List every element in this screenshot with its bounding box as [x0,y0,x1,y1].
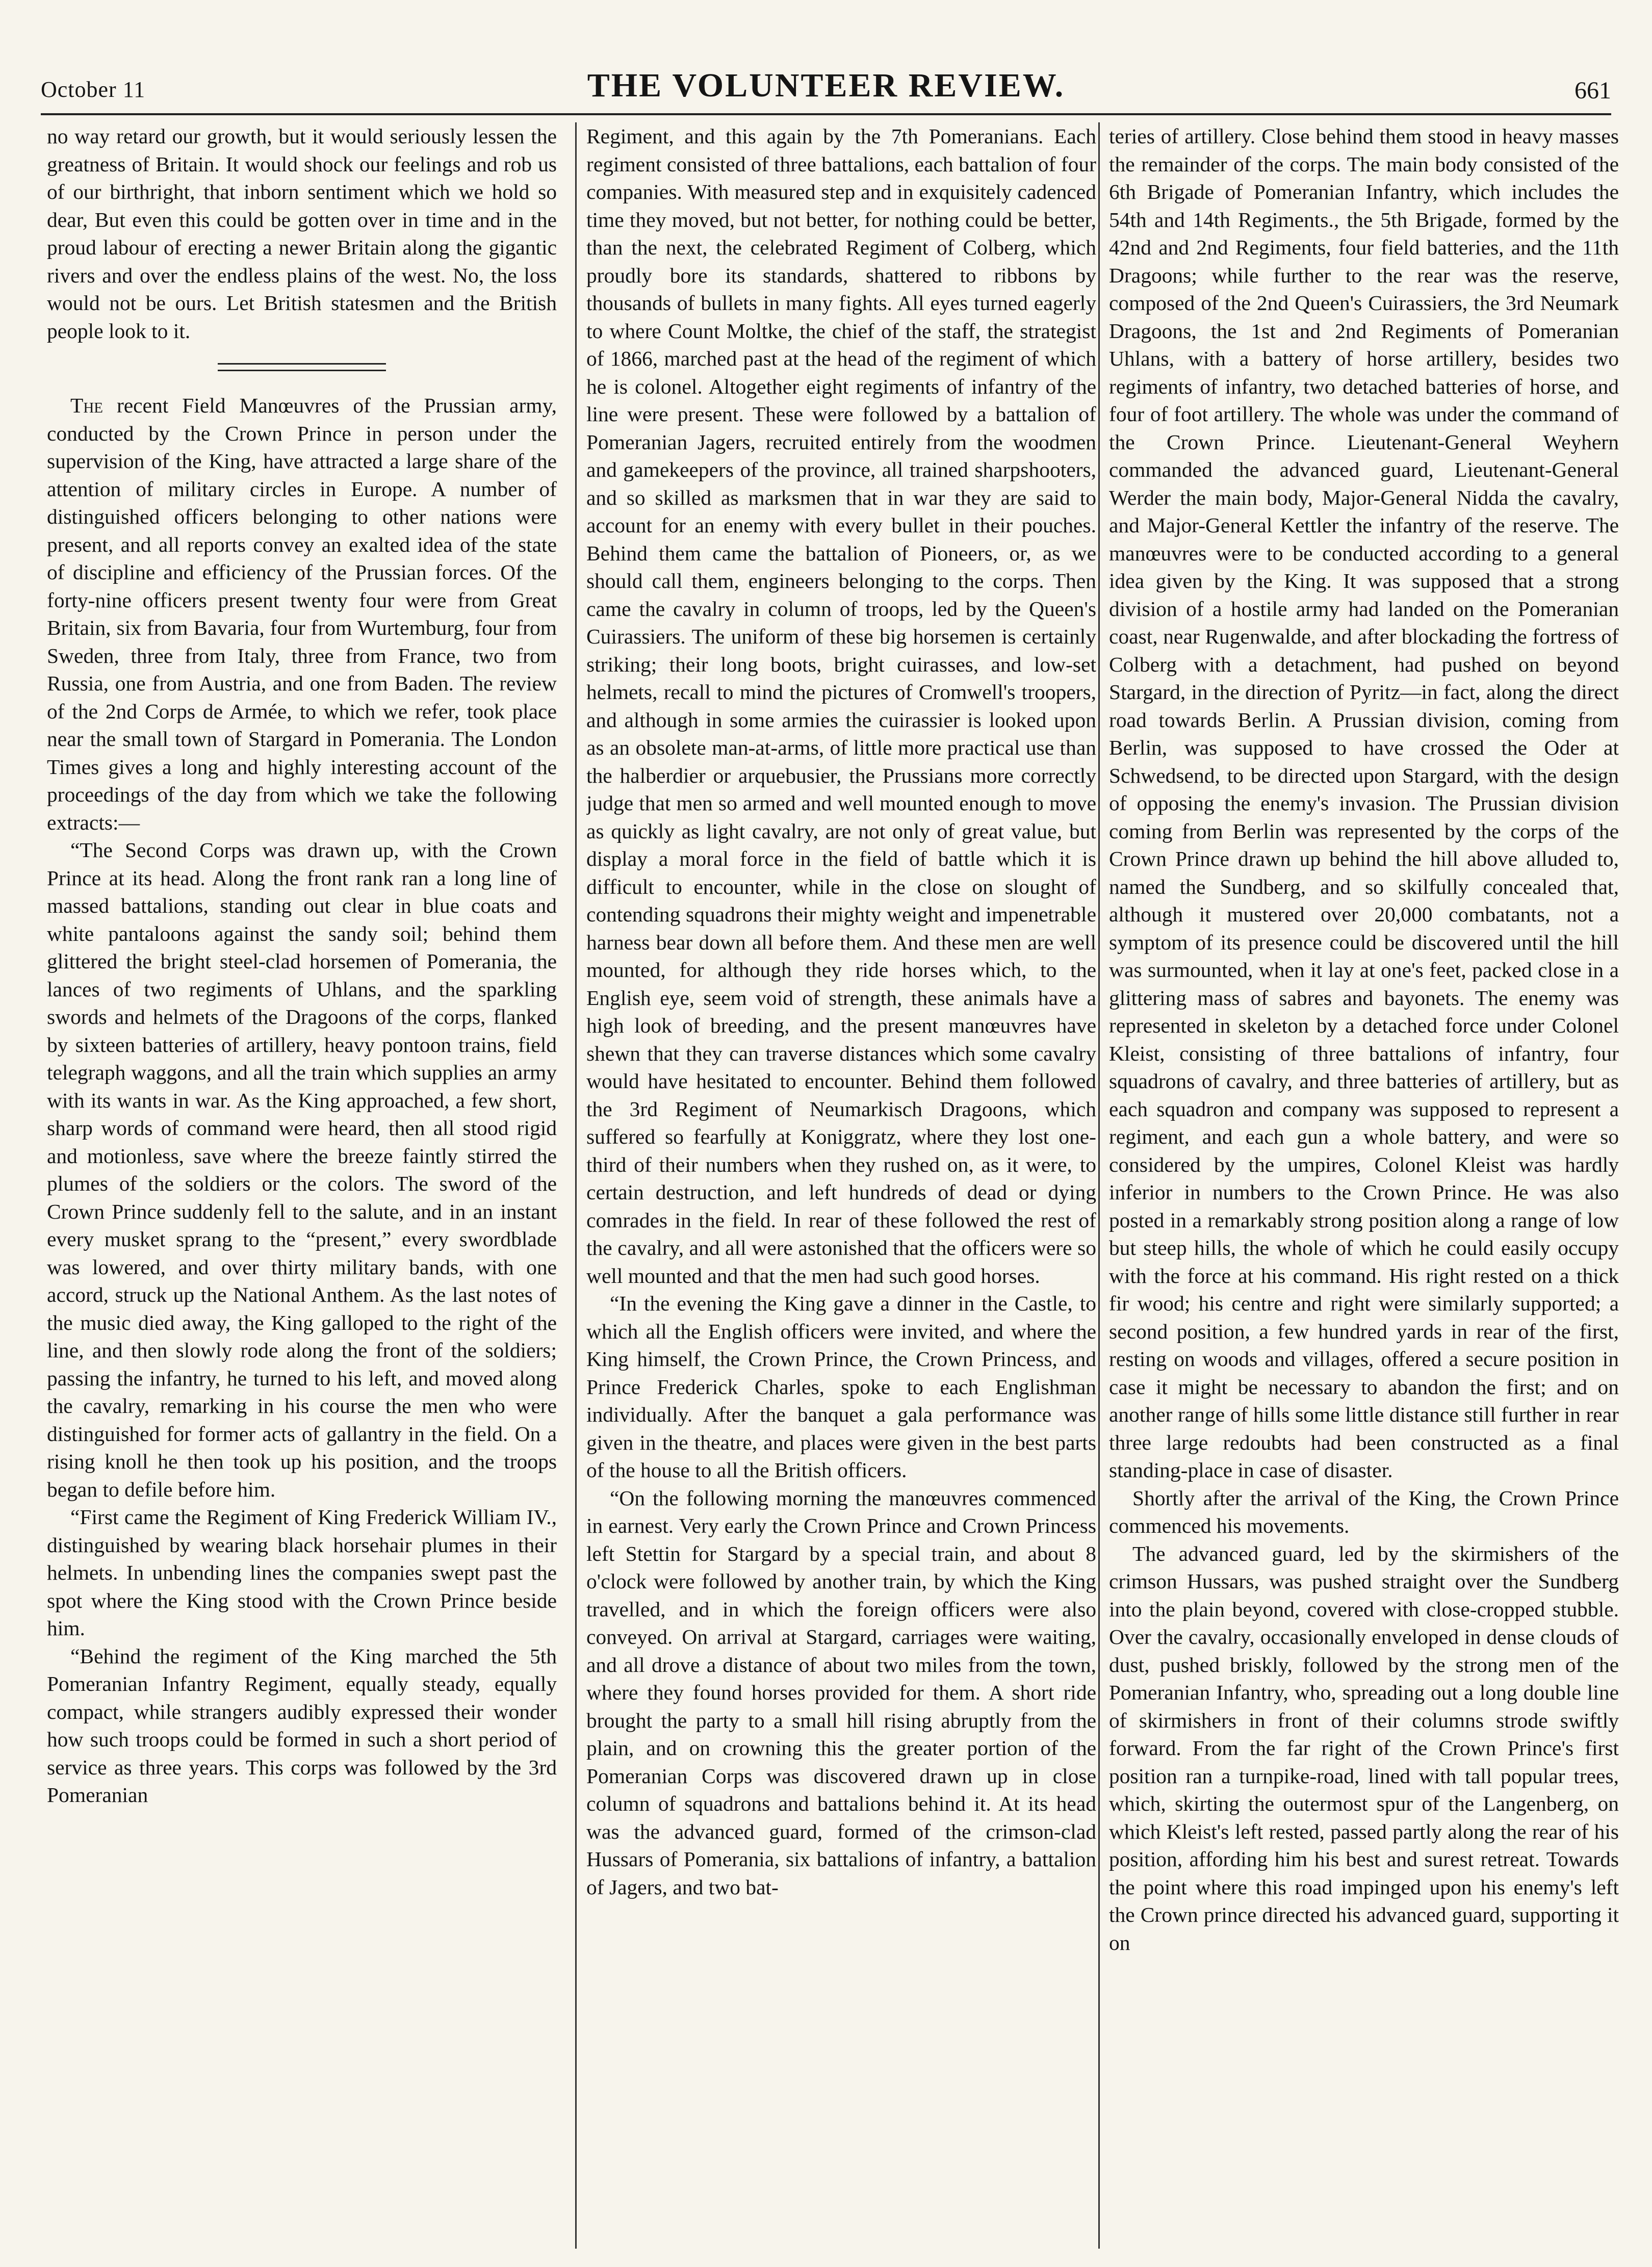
column-2 [586,122,1096,2249]
paragraph-following-morning: “On the following morning the manœuvres commenced in earnest. Very early the Crown Prince and Crown Princess left Stettin for Stargard by a special train, and about 8 o'clock were followed by another train, by which the King travelled, and in which the foreign officers were also conveyed. On arrival at Stargard, carriages were waiting, and all drove a distance of about two miles from the town, where they found horses provided for them. A short ride brought the party to a small hill rising abruptly from the plain, and on crowning this the greater portion of the Pomeranian Corps was discovered drawn up in close column of squadrons and battalions behind it. At its head was the advanced guard, formed of the crimson-clad Hussars of Pomerania, six battalions of infantry, a battalion of Jagers, and two bat- [586,1486,1096,1899]
column-divider [575,122,577,2249]
paragraph-second-corps: “The Second Corps was drawn up, with the Crown Prince at its head. Along the front rank ran a long line of massed battalions, standing out clear in blue coats and white pantaloons against the sandy soil; behind them glittered the bright steel-clad horsemen of Pomerania, the lances of two regiments of Uhlans, and the sparkling swords and helmets of the Dragoons of the corps, flanked by sixteen batteries of artillery, heavy pontoon trains, field telegraph waggons, and all the train which supplies an army with its wants in war. As the King approached, a few short, sharp words of command were heard, then all stood rigid and motionless, save where the breeze faintly stirred the plumes of the soldiers or the colors. The sword of the Crown Prince suddenly fell to the salute, and in an instant every musket sprang to the “present,” every swordblade was lowered, and over thirty military bands, with one accord, struck up the National Anthem. As the last notes of the music died away, the King galloped to the right of the line, and then slowly rode along the front of the soldiers; passing the infantry, he turned to his left, and moved along the cavalry, remarking in his course the men who were distinguished for former acts of gallantry in the field. On a rising knoll he then took up his position, and the troops began to defile before him. [47,838,557,1501]
paragraph-crown-prince-movements: Shortly after the arrival of the King, the Crown Prince commenced his movements. [1109,1486,1619,1537]
paragraph-evening-dinner: “In the evening the King gave a dinner in the Castle, to which all the English officers were invited, and where the King himself, the Crown Prince, the Crown Princess, and Prince Frederick Charles, spoke to each Englishman individually. After the banquet a gala performance was given in the theatre, and places were given in the best parts of the house to all the British officers. [586,1292,1096,1482]
paragraph-continuation: no way retard our growth, but it would seriously lessen the greatness of Britain. It would shock our feelings and rob us of our birthright, that inborn sentiment which we hold so dear, But even this could be gotten over in time and in the proud labour of erecting a newer Britain along the gigantic rivers and over the endless plains of the west. No, the loss would not be ours. Let British statesmen and the British people look to it. [47,124,557,343]
paragraph-regiments-cavalry: Regiment, and this again by the 7th Pomeranians. Each regiment consisted of three battalions, each battalion of four companies. With measured step and in exquisitely cadenced time they moved, but not better, for nothing could be better, than the next, the celebrated Regiment of Colberg, which proudly bore its standards, shattered to ribbons by thousands of bullets in many fights. All eyes turned eagerly to where Count Moltke, the chief of the staff, the strategist of 1866, marched past at the head of the regiment of which he is colonel. Altogether eight regiments of infantry of the line were present. These were followed by a battalion of Pomeranian Jagers, recruited entirely from the woodmen and gamekeepers of the province, all trained sharpshooters, and so skilled as marksmen that in war they are said to account for an enemy with every bullet in their pouches. Behind them came the battalion of Pioneers, or, as we should call them, engineers belonging to the corps. Then came the cavalry in column of troops, led by the Queen's Cuirassiers. The uniform of these big horsemen is certainly striking; their long boots, bright cuirasses, and low-set helmets, recall to mind the pictures of Cromwell's troopers, and although in some armies the cuirassier is looked upon as an obsolete man-at-arms, of little more practical use than the halberdier or arquebusier, the Prussians more correctly judge that men so armed and well mounted enough to move as quickly as light cavalry, are not only of great value, but display a moral force in the field of battle which it is difficult to encounter, while in the close on slought of contending squadrons their mighty weight and impenetrable harness bear down all before them. And these men are well mounted, for although they ride horses which, to the English eye, seem void of strength, these animals have a high look of breeding, and the present manœuvres have shewn that they can traverse distances which some cavalry would have hesitated to encounter. Behind them followed the 3rd Regiment of Neumarkisch Dragoons, which suffered so fearfully at Koniggratz, where they lost one-third of their numbers when they rushed on, as it were, to certain destruction, and left hundreds of dead or dying comrades in the field. In rear of these followed the rest of the cavalry, and all were astonished that the officers were so well mounted and that the men had such good horses. [586,124,1096,1287]
section-separator [218,363,386,371]
page-number: 661 [1574,77,1611,104]
paragraph-field-manoeuvres-intro [47,392,557,836]
paragraph-advanced-guard: The advanced guard, led by the skirmishers of the crimson Hussars, was pushed straight over the Sundberg into the plain beyond, covered with close-cropped stubble. Over the cavalry, occasionally enveloped in dense clouds of dust, pushed briskly, followed by the strong men of the Pomeranian Infantry, who, spreading out a long double line of skirmishers in front of their columns strode swiftly forward. From the far right of the Crown Prince's first position ran a turnpike-road, lined with tall popular trees, which, skirting the outermost spur of the Langenberg, on which Kleist's left rested, passed partly along the rear of his position, affording him his best and surest retreat. Towards the point where this road impinged upon his enemy's left the Crown prince directed his advanced guard, supporting it on [1109,1541,1619,1954]
paragraph-first-regiment: “First came the Regiment of King Frederick William IV., distinguished by wearing black horsehair plumes in their helmets. In unbending lines the companies swept past the spot where the King stood with the Crown Prince beside him. [47,1505,557,1640]
column-1 [47,122,557,2249]
paragraph-corps-disposition: teries of artillery. Close behind them stood in heavy masses the remainder of the corps. The main body consisted of the 6th Brigade of Pomeranian Infantry, which includes the 54th and 14th Regiments., the 5th Brigade, formed by the 42nd and 2nd Regiments, four field batteries, and the 11th Dragoons; while further to the rear was the reserve, composed of the 2nd Queen's Cuirassiers, the 3rd Neumark Dragoons, the 1st and 2nd Regiments of Pomeranian Uhlans, with a battery of horse artillery, besides two regiments of infantry, two detached batteries of horse, and four of foot artillery. The whole was under the command of the Crown Prince. Lieutenant-General Weyhern commanded the advanced guard, Lieutenant-General Werder the main body, Major-General Nidda the cavalry, and Major-General Kettler the infantry of the reserve. The manœuvres were to be conducted according to a general idea given by the King. It was supposed that a strong division of a hostile army had landed on the Pomeranian coast, near Rugenwalde, and after blockading the fortress of Colberg with a detachment, had pushed on beyond Stargard, in the direction of Pyritz—in fact, along the direct road towards Berlin. A Prussian division, coming from Berlin, was supposed to have crossed the Oder at Schwedsend, to be directed upon Stargard, with the design of opposing the enemy's invasion. The Prussian division coming from Berlin was represented by the corps of the Crown Prince drawn up behind the hill above alluded to, named the Sundberg, and so skilfully concealed that, although it mustered over 20,000 combatants, not a symptom of its presence could be discovered until the hill was surmounted, when it lay at one's feet, packed close in a glittering mass of sabres and bayonets. The enemy was represented in skeleton by a detached force under Colonel Kleist, consisting of three battalions of infantry, four squadrons of cavalry, and three batteries of artillery, but as each squadron and company was supposed to represent a regiment, and each gun a whole battery, and were so considered by the umpires, Colonel Kleist was hardly inferior in numbers to the Crown Prince. He was also posted in a remarkably strong position along a range of low but steep hills, the whole of which he could easily occupy with the force at his command. His right rested on a thick fir wood; his centre and right were similarly supported; a second position, a few hundred yards in rear of the first, resting on woods and villages, offered a secure position in case it might be necessary to abandon the first; and on another range of hills some little distance still further in rear three large redoubts had been constructed as a final standing-place in case of disaster. [1109,124,1619,1482]
header-rule [41,113,1611,115]
paragraph-body: recent Field Manœuvres of the Prussian army, conducted by the Crown Prince in person under the supervision of the King, have attracted a large share of the attention of military circles in Europe. A number of distinguished officers belonging to other nations were present, and all reports convey an exalted idea of the state of discipline and efficiency of the Prussian forces. Of the forty-nine officers present twenty four were from Great Britain, six from Bavaria, four from Wurtemburg, four from Sweden, three from Italy, three from France, two from Russia, one from Austria, and one from Baden. The review of the 2nd Corps de Armée, to which we refer, took place near the small town of Stargard in Pomerania. The London Times gives a long and highly interesting account of the proceedings of the day from which we take the following extracts:— [47,394,557,834]
paragraph-lead-word: The [70,394,104,417]
issue-date: October 11 [41,77,146,102]
publication-title: THE VOLUNTEER REVIEW. [587,67,1065,104]
page-header [41,61,1611,107]
paragraph-pomeranian-infantry: “Behind the regiment of the King marched the 5th Pomeranian Infantry Regiment, equally steady, equally compact, while strangers audibly expressed their wonder how such troops could be formed in such a short period of service as three years. This corps was followed by the 3rd Pomeranian [47,1644,557,1807]
column-divider [1098,122,1100,2249]
column-3 [1109,122,1619,2249]
